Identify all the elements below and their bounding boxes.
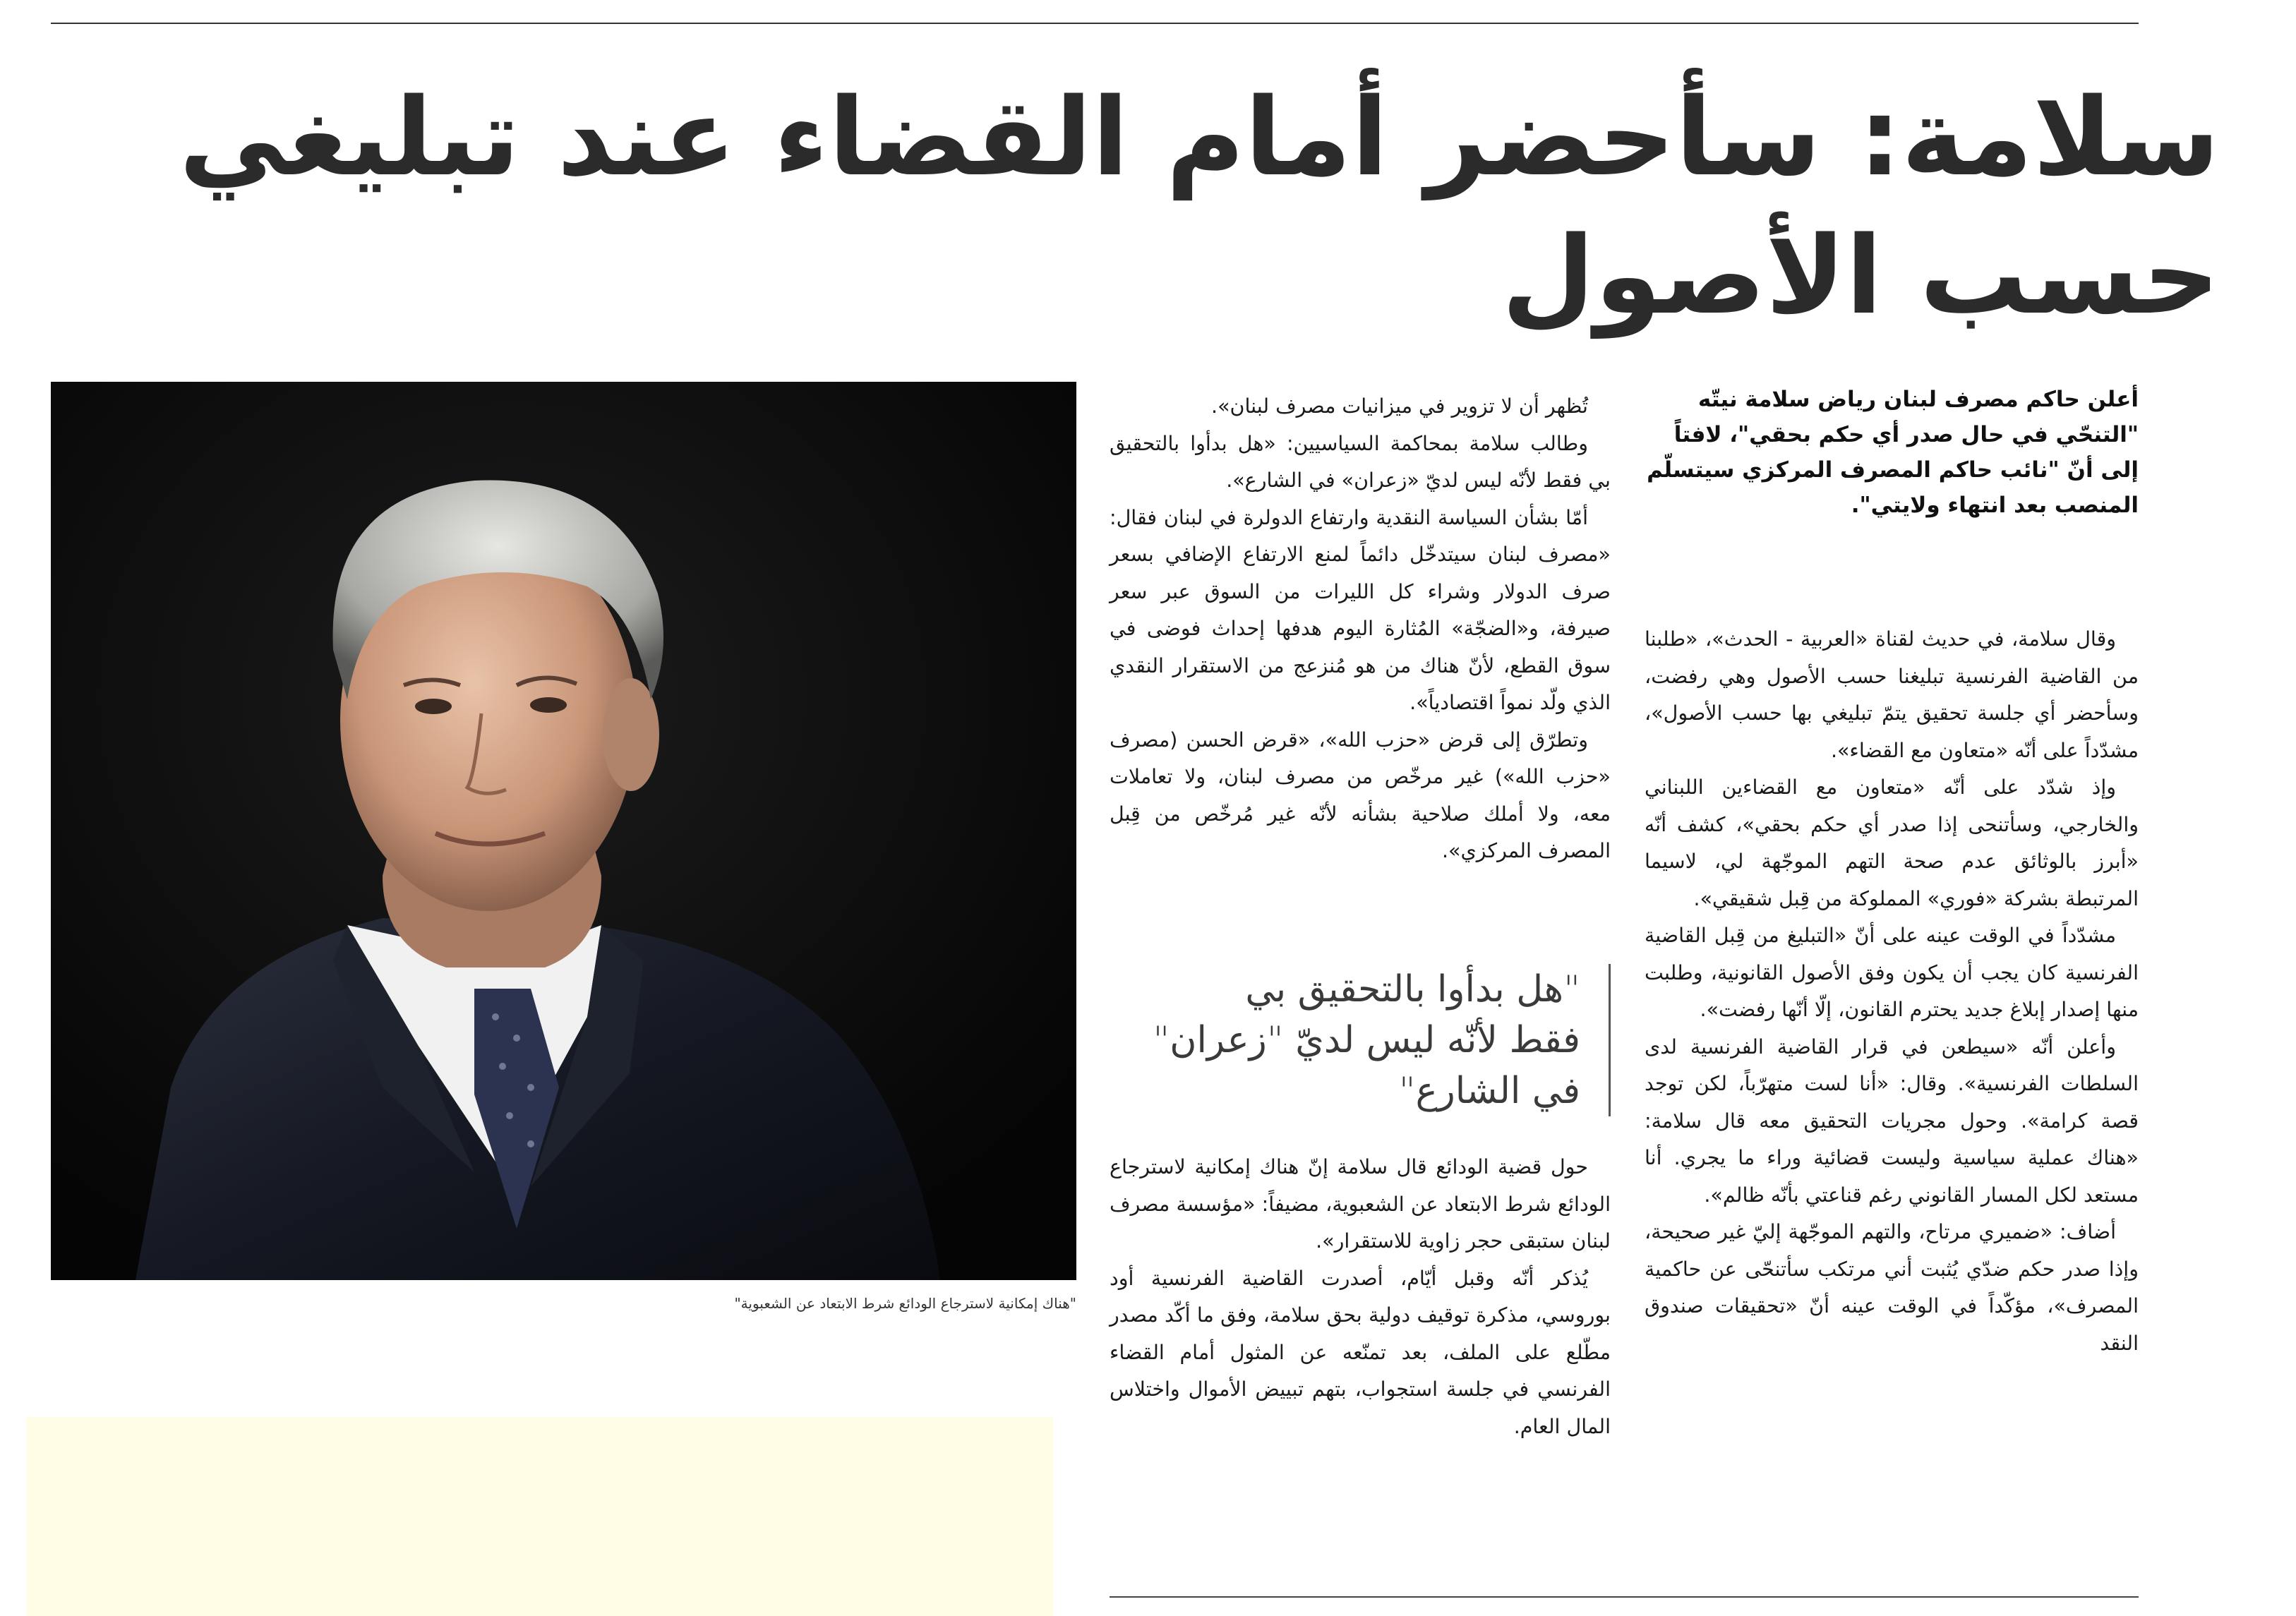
headline-line-2: حسب الأصول	[1501, 213, 2220, 338]
lead-paragraph: أعلن حاكم مصرف لبنان رياض سلامة نيتّه "التنحّي في حال صدر أي حكم بحقي"، لافتاً إلى أنّ "نائب حاكم المصرف المركزي سيتسلّم المنصب بعد انتهاء ولايتي".	[1647, 387, 2139, 518]
paragraph: وإذ شدّد على أنّه «متعاون مع القضاءين اللبناني والخارجي، وسأتنحى إذا صدر أي حكم بحقي»، كشف أنّه «أبرز بالوثائق عدم صحة التهم الموجّهة لي، لاسيما المرتبطة بشركة «فوري» المملوكة من قِبل شقيقي».	[1645, 776, 2139, 910]
pull-quote-line: في الشارع"	[1398, 1070, 1580, 1112]
top-rule	[51, 23, 2139, 24]
photo-caption: "هناك إمكانية لاسترجاع الودائع شرط الابتعاد عن الشعبوية"	[734, 1295, 1076, 1312]
bottom-rule	[1110, 1596, 2139, 1598]
paragraph: وتطرّق إلى قرض «حزب الله»، «قرض الحسن (مصرف «حزب الله») غير مرخّص من مصرف لبنان، ولا تعاملات معه، ولا أملك صلاحية بشأنه لأنّه غير مُرخّص من قِبل المصرف المركزي».	[1110, 728, 1611, 862]
portrait-photo	[51, 382, 1076, 1280]
portrait-illustration	[51, 382, 1076, 1280]
paragraph: وقال سلامة، في حديث لقناة «العربية - الحدث»، «طلبنا من القاضية الفرنسية تبليغنا حسب الأصول وهي رفضت، وسأحضر أي جلسة تحقيق يتمّ تبليغي بها حسب الأصول»، مشدّداً على أنّه «متعاون مع القضاء».	[1645, 627, 2139, 762]
pull-quote-line: فقط لأنّه ليس لديّ "زعران"	[1153, 1019, 1580, 1061]
paragraph: تُظهر أن لا تزوير في ميزانيات مصرف لبنان».	[1211, 394, 1588, 418]
paragraph: حول قضية الودائع قال سلامة إنّ هناك إمكانية لاسترجاع الودائع شرط الابتعاد عن الشعبوية، مضيفاً: «مؤسسة مصرف لبنان ستبقى حجر زاوية للاستقرار».	[1110, 1155, 1611, 1253]
paragraph: وأعلن أنّه «سيطعن في قرار القاضية الفرنسية لدى السلطات الفرنسية». وقال: «أنا لست متهرّباً، لكن توجد قصة كرامة». وحول مجريات التحقيق معه قال سلامة: «هناك عملية سياسية وليست قضائية وراء ما يجري. أنا مستعد لكل المسار القانوني رغم قناعتي بأنّه ظالم».	[1645, 1035, 2139, 1207]
paragraph: وطالب سلامة بمحاكمة السياسيين: «هل بدأوا بالتحقيق بي فقط لأنّه ليس لديّ «زعران» في الشارع».	[1110, 431, 1611, 492]
paragraph: أضاف: «ضميري مرتاح، والتهم الموجّهة إليّ غير صحيحة، وإذا صدر حكم ضدّي يُثبت أني مرتكب سأتنحّى عن حاكمية المصرف»، مؤكّداً في الوقت عينه أنّ «تحقيقات صندوق النقد	[1645, 1220, 2139, 1355]
paragraph: مشدّداً في الوقت عينه على أنّ «التبليغ من قِبل القاضية الفرنسية كان يجب أن يكون وفق الأصول القانونية، وطلبت منها إصدار إبلاغ جديد يحترم القانون، إلّا أنّها رفضت».	[1645, 924, 2139, 1021]
article-column-right	[1645, 621, 2139, 1362]
paragraph: يُذكر أنّه وقبل أيّام، أصدرت القاضية الفرنسية أود بوروسي، مذكرة توقيف دولية بحق سلامة، وفق ما أكّد مصدر مطّلع على الملف، بعد تمنّعه عن المثول أمام القضاء الفرنسي في جلسة استجواب، بتهم تبييض الأموال واختلاس المال العام.	[1110, 1266, 1611, 1438]
article-column-middle-bottom	[1110, 1149, 1611, 1445]
advertisement-placeholder	[26, 1417, 1053, 1616]
pull-quote-line: "هل بدأوا بالتحقيق بي	[1245, 968, 1580, 1011]
paragraph: أمّا بشأن السياسة النقدية وارتفاع الدولرة في لبنان فقال: «مصرف لبنان سيتدخّل دائماً لمنع الارتفاع الإضافي بسعر صرف الدولار وشراء كل الليرات من السوق عبر سعر صيرفة، و«الضجّة» المُثارة اليوم هدفها إحداث فوضى في سوق القطع، لأنّ هناك من هو مُنزعج من الاستقرار النقدي الذي ولّد نمواً اقتصادياً».	[1110, 505, 1611, 714]
article-column-middle-top	[1110, 388, 1611, 870]
headline-line-1: سلامة: سأحضر أمام القضاء عند تبليغي	[179, 75, 2220, 200]
pull-quote	[1110, 964, 1611, 1116]
